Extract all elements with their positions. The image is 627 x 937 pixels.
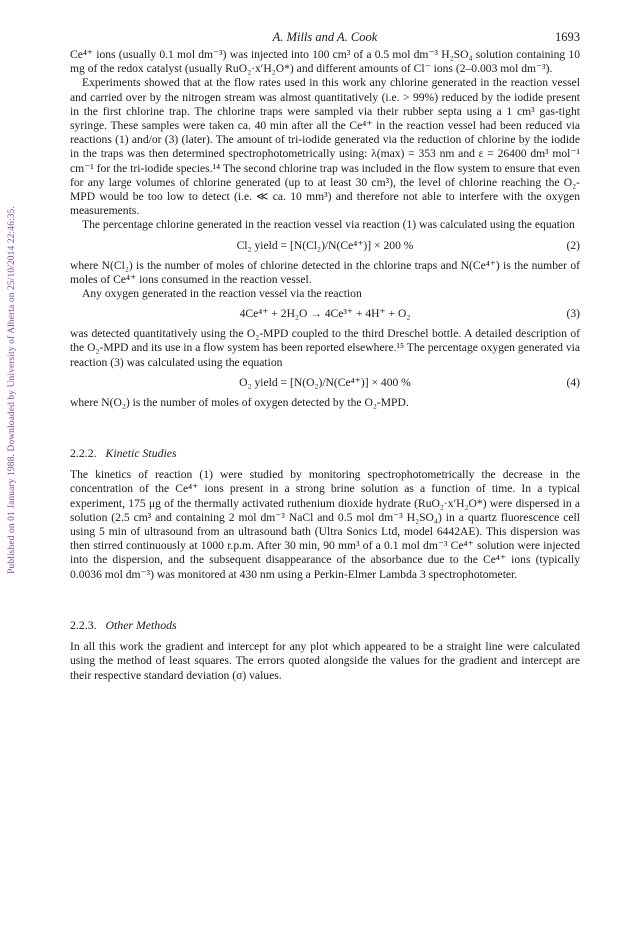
section-number: 2.2.2.	[70, 446, 97, 461]
paragraph-kinetic-studies: The kinetics of reaction (1) were studied by monitoring spectrophotometrically the decrease in the concentration of the Ce⁴⁺ ions present in a strong brine solution as a function of time. In a typical experiment, 175 μg of the thermally activated ruthenium dioxide hydrate (RuO₂·x′H₂O*) were dispersed in a solution (2.5 cm³ and containing 2 mol dm⁻³ NaCl and 0.5 mol dm⁻³ H₂SO₄) in a quartz fluorescence cell using 5 min of ultrasound from an ultrasound bath (Ultra Sonics Ltd, model 6442AE). This dispersion was then stirred continuously at 1000 r.p.m. After 30 min, 90 mm³ of a 0.1 mol dm⁻³ Ce⁴⁺ solution were injected into the dispersion, and the subsequent disappearance of the absorbance due to the Ce⁴⁺ ions (typically 0.0036 mol dm⁻³) was monitored at 430 nm using a Perkin-Elmer Lambda 3 spectrophotometer.	[70, 468, 580, 581]
section-heading-kinetic-studies	[70, 446, 580, 460]
running-header	[70, 30, 580, 46]
running-header-authors: A. Mills and A. Cook	[272, 30, 378, 44]
section-title: Other Methods	[105, 617, 177, 632]
download-watermark-text[interactable]: Published on 01 January 1988. Downloaded by University of Alberta on 25/10/2014 22:46:35.	[7, 206, 18, 574]
paragraph-other-methods: In all this work the gradient and intercept for any plot which appeared to be a straight line were calculated using the method of least squares. The errors quoted alongside the values for the gradient and intercept are their respective standard deviation (σ) values.	[70, 640, 580, 682]
equation-2	[70, 238, 580, 254]
paragraph-oxygen-detection: was detected quantitatively using the O₂-MPD coupled to the third Dreschel bottle. A detailed description of the O₂-MPD and its use in a flow system has been reported elsewhere.¹⁵ The percentage oxygen generated via reaction (3) was calculated using the equation	[70, 327, 580, 369]
equation-4-text: O₂ yield = [N(O₂)/N(Ce⁴⁺)] × 400 %	[239, 375, 411, 389]
paragraph-oxygen-reaction: Any oxygen generated in the reaction vessel via the reaction	[82, 287, 362, 301]
paragraph-chlorine-percentage: The percentage chlorine generated in the reaction vessel via reaction (1) was calculated using the equation	[82, 218, 575, 232]
paragraph-ncl2-definition: where N(Cl₂) is the number of moles of chlorine detected in the chlorine traps and N(Ce⁴⁺) is the number of moles of Ce⁴⁺ ions consumed in the reaction vessel.	[70, 258, 580, 286]
paragraph-no2-definition: where N(O₂) is the number of moles of oxygen detected by the O₂-MPD.	[70, 395, 409, 409]
paragraph-chlorine-traps: Experiments showed that at the flow rates used in this work any chlorine generated in the reaction vessel and carried over by the nitrogen stream was almost quantitatively (i.e. > 99%) reduced by the iodide present in the first chlorine trap. The chlorine traps were sampled via their rubber septa using a 1 cm³ gas-tight syringe. These samples were taken ca. 40 min after all the Ce⁴⁺ in the reaction vessel had been reduced via reactions (1) and/or (3) (later). The amount of tri-iodide generated via the reduction of chlorine by the iodide in the traps was then determined spectrophotometrically using: λ(max) = 353 nm and ε = 26400 dm³ mol⁻¹ cm⁻¹ for the tri-iodide species.¹⁴ The second chlorine trap was included in the flow system to ensure that even for any large volumes of chlorine generated (up to at least 30 cm³), the level of chlorine reaching the O₂-MPD would be too low to detect (i.e. ≪ ca. 10 mm³) and therefore not able to interfere with the oxygen measurements.	[70, 76, 580, 218]
equation-3-number: (3)	[566, 307, 580, 321]
equation-3-text: 4Ce⁴⁺ + 2H₂O → 4Ce³⁺ + 4H⁺ + O₂	[239, 307, 411, 321]
section-title: Kinetic Studies	[105, 446, 177, 461]
equation-2-text: Cl₂ yield = [N(Cl₂)/N(Ce⁴⁺)] × 200 %	[236, 238, 414, 252]
paragraph-ce-injection: Ce⁴⁺ ions (usually 0.1 mol dm⁻³) was injected into 100 cm³ of a 0.5 mol dm⁻³ H₂SO₄ solution containing 10 mg of the redox catalyst (usually RuO₂·x′H₂O*) and different amounts of Cl⁻ ions (2–0.003 mol dm⁻³).	[70, 48, 580, 76]
article-body	[70, 48, 580, 683]
page-number: 1693	[555, 30, 580, 44]
section-heading-other-methods	[70, 618, 580, 632]
equation-4-number: (4)	[566, 375, 580, 389]
section-number: 2.2.3.	[70, 617, 97, 632]
equation-4	[70, 375, 580, 391]
download-watermark	[0, 170, 24, 610]
equation-2-number: (2)	[566, 238, 580, 252]
equation-3	[70, 306, 580, 322]
